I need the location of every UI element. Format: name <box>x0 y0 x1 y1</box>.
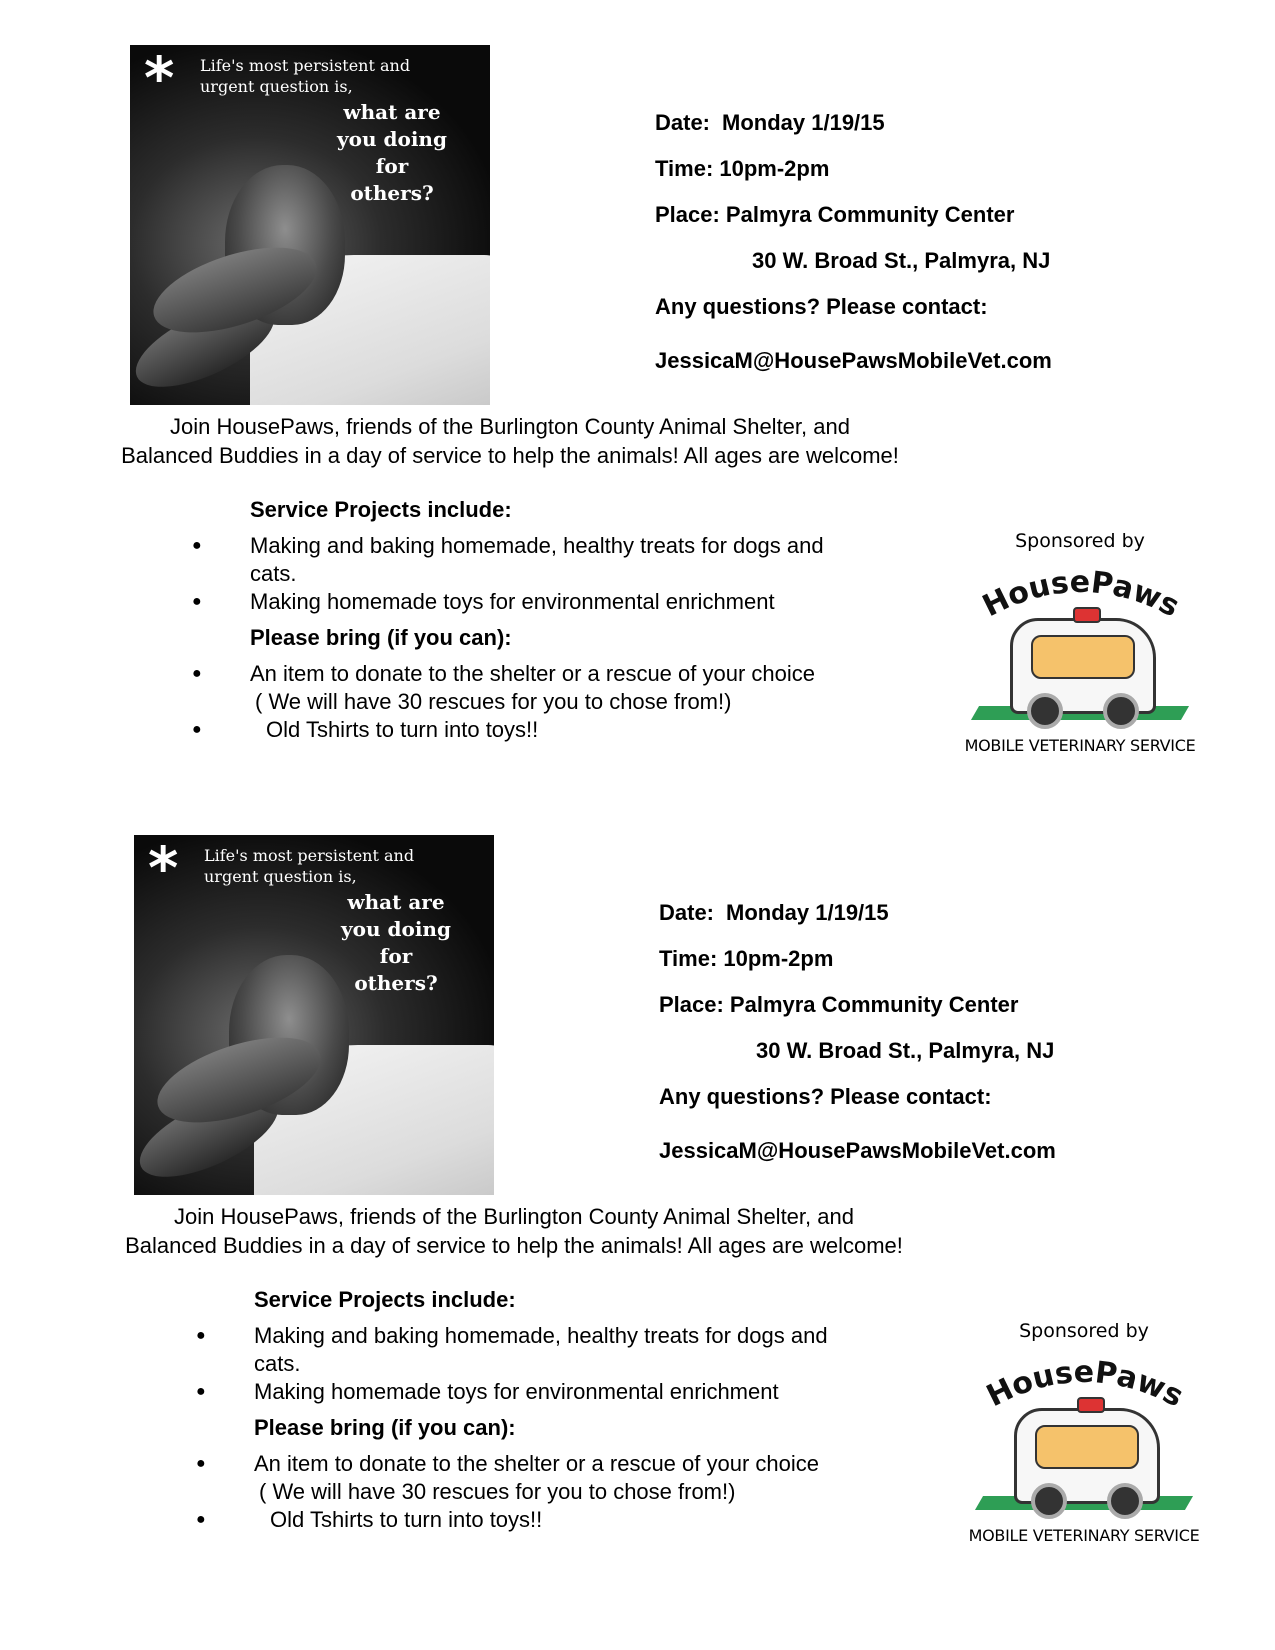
wheel-icon <box>1107 1483 1143 1519</box>
wheel-icon <box>1103 693 1139 729</box>
svg-text:HousePaws: HousePaws <box>981 1358 1189 1415</box>
van-window <box>1031 635 1135 679</box>
cross-icon <box>1073 607 1101 623</box>
quote-intro: Life's most persistent and urgent question is, <box>200 56 411 96</box>
quote-question: what are you doing for others? <box>337 100 447 205</box>
event-date: Date: Monday 1/19/15 <box>659 900 889 925</box>
bring-list <box>194 1450 914 1534</box>
activity-lists <box>194 1286 914 1534</box>
asterisk-icon: * <box>144 45 175 112</box>
event-place: Place: Palmyra Community Center <box>659 992 1019 1017</box>
list-item: ● An item to donate to the shelter or a rescue of your choice ( We will have 30 rescues for you to chose from!) <box>192 661 815 714</box>
cross-icon <box>1077 1397 1105 1413</box>
housepaws-logo <box>969 1358 1199 1508</box>
van-window <box>1035 1425 1139 1469</box>
activity-lists <box>190 496 910 744</box>
contact-email[interactable]: JessicaM@HousePawsMobileVet.com <box>659 1138 1056 1163</box>
wheel-icon <box>1031 1483 1067 1519</box>
bullet-icon: ● <box>196 1455 206 1472</box>
quote-intro: Life's most persistent and urgent question is, <box>204 846 415 886</box>
quote-photo <box>134 835 494 1195</box>
sponsored-by-label: Sponsored by <box>1015 530 1145 552</box>
flyer-bottom <box>4 790 1275 1580</box>
quote-question: what are you doing for others? <box>341 890 451 995</box>
asterisk-icon: * <box>148 835 179 902</box>
event-address: 30 W. Broad St., Palmyra, NJ <box>756 1038 1055 1063</box>
service-label: MOBILE VETERINARY SERVICE <box>968 1526 1200 1545</box>
bullet-icon: ● <box>192 593 202 610</box>
sponsor-block <box>959 1320 1209 1545</box>
housepaws-logo <box>965 568 1195 718</box>
bullet-icon: ● <box>196 1383 206 1400</box>
bring-heading: Please bring (if you can): <box>254 1415 516 1440</box>
flyer-top <box>0 0 1275 790</box>
event-address: 30 W. Broad St., Palmyra, NJ <box>752 248 1051 273</box>
projects-heading: Service Projects include: <box>254 1287 516 1312</box>
event-time: Time: 10pm-2pm <box>659 946 834 971</box>
bullet-icon: ● <box>196 1511 206 1528</box>
intro-text: Join HousePaws, friends of the Burlington County Animal Shelter, and Balanced Buddies in a day of service to help the animals! All ages are welcome! <box>121 414 899 468</box>
list-item: ● Old Tshirts to turn into toys!! <box>192 717 539 742</box>
sponsor-block <box>955 530 1205 755</box>
list-item: ● Old Tshirts to turn into toys!! <box>196 1507 543 1532</box>
contact-email[interactable]: JessicaM@HousePawsMobileVet.com <box>655 348 1052 373</box>
bullet-icon: ● <box>196 1327 206 1344</box>
projects-list <box>190 532 910 616</box>
list-item: ● Making homemade toys for environmental enrichment <box>196 1379 779 1404</box>
service-label: MOBILE VETERINARY SERVICE <box>964 736 1196 755</box>
list-item: ● Making and baking homemade, healthy treats for dogs and cats. <box>192 533 824 586</box>
bring-list <box>190 660 910 744</box>
bullet-icon: ● <box>192 665 202 682</box>
event-time: Time: 10pm-2pm <box>655 156 830 181</box>
list-item: ● An item to donate to the shelter or a rescue of your choice ( We will have 30 rescues for you to chose from!) <box>196 1451 819 1504</box>
projects-list <box>194 1322 914 1406</box>
contact-prompt: Any questions? Please contact: <box>659 1084 992 1109</box>
intro-text: Join HousePaws, friends of the Burlington County Animal Shelter, and Balanced Buddies in a day of service to help the animals! All ages are welcome! <box>125 1204 903 1258</box>
projects-heading: Service Projects include: <box>250 497 512 522</box>
list-item: ● Making homemade toys for environmental enrichment <box>192 589 775 614</box>
bullet-icon: ● <box>192 537 202 554</box>
wheel-icon <box>1027 693 1063 729</box>
list-item: ● Making and baking homemade, healthy treats for dogs and cats. <box>196 1323 828 1376</box>
bullet-icon: ● <box>192 721 202 738</box>
svg-text:HousePaws: HousePaws <box>977 568 1185 625</box>
event-date: Date: Monday 1/19/15 <box>655 110 885 135</box>
sponsored-by-label: Sponsored by <box>1019 1320 1149 1342</box>
event-place: Place: Palmyra Community Center <box>655 202 1015 227</box>
bring-heading: Please bring (if you can): <box>250 625 512 650</box>
quote-photo <box>130 45 490 405</box>
contact-prompt: Any questions? Please contact: <box>655 294 988 319</box>
